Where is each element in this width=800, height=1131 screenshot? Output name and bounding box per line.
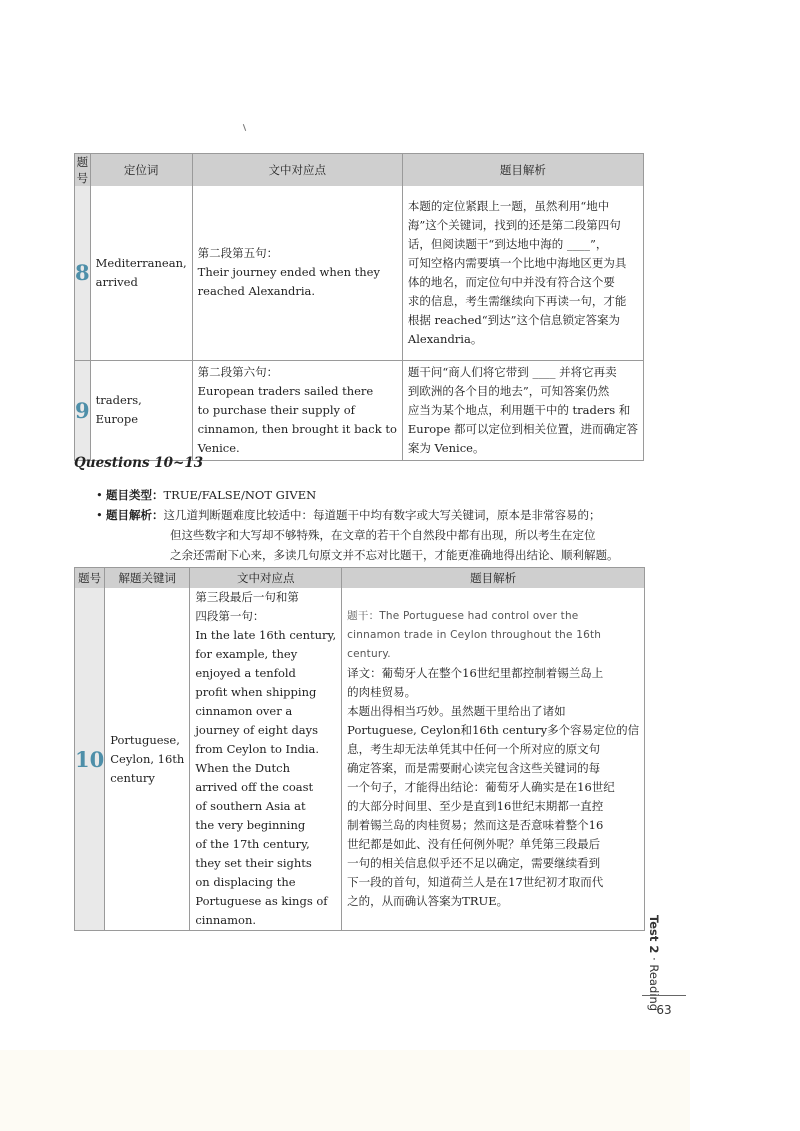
match-line: 第二段第五句： — [197, 246, 279, 261]
analysis-line: 息，考生却无法单凭其中任何一个所对应的原文句 — [347, 742, 601, 756]
question-number: 8 — [75, 186, 91, 360]
locator-words — [90, 186, 192, 360]
match-line: Portuguese as kings of — [195, 894, 328, 908]
question-stem-line: 题干：The Portuguese had control over the — [347, 610, 579, 622]
keyword-line: Europe — [95, 412, 139, 426]
analysis-line: 之的，从而确认答案为TRUE。 — [347, 894, 509, 908]
match-line: cinnamon over a — [195, 704, 293, 718]
page-bottom-tint — [0, 1050, 690, 1131]
header-analysis: 题目解析 — [402, 154, 643, 187]
section-label-text — [647, 915, 661, 1011]
analysis-line: 到欧洲的各个目的地去”，可知答案仍然 — [407, 383, 610, 398]
match-line: European traders sailed there — [197, 383, 374, 398]
analysis-line: 一句的相关信息似乎还不足以确定，需要继续看到 — [347, 856, 601, 870]
questions-heading: Questions 10~13 — [74, 455, 204, 471]
analysis-line: 应当为某个地点，利用题干中的 traders 和 — [407, 402, 631, 417]
answer-table-2 — [74, 567, 645, 931]
locator-words — [90, 360, 192, 460]
header-question-number: 题号 — [75, 568, 105, 589]
analysis-line: 一个句子，才能得出结论：葡萄牙人确实是在16世纪 — [347, 780, 615, 794]
stray-mark — [243, 124, 246, 131]
reading-label: Reading — [647, 964, 661, 1012]
match-line: When the Dutch — [195, 761, 291, 775]
header-text-match: 文中对应点 — [190, 568, 342, 589]
analysis-label: 题目解析： — [106, 508, 164, 522]
match-line: In the late 16th century, — [195, 628, 337, 642]
match-line: 第三段最后一句和第 — [195, 590, 299, 604]
match-line: reached Alexandria. — [197, 284, 316, 299]
match-line: 第二段第六句： — [197, 364, 279, 379]
keyword-line: arrived — [95, 274, 138, 289]
match-line: enjoyed a tenfold — [195, 666, 296, 680]
question-type-notes — [96, 485, 619, 565]
page-number-rule — [642, 995, 686, 996]
section-side-label — [642, 914, 666, 1012]
match-line: cinnamon, then brought it back to — [197, 421, 397, 436]
table-row — [75, 588, 645, 931]
analysis-line: 案为 Venice。 — [407, 440, 485, 455]
analysis-line: 根据 reached“到达”这个信息锁定答案为 — [407, 312, 620, 327]
analysis — [342, 588, 645, 931]
analysis-text: 这几道判断题难度比较适中：每道题干中均有数字或大写关键词，原本是非常容易的； — [163, 508, 601, 522]
match-line: journey of eight days — [195, 723, 319, 737]
match-line: they set their sights — [195, 856, 312, 870]
analysis-line: 求的信息，考生需继续向下再读一句，才能 — [407, 293, 627, 308]
match-line: Venice. — [197, 440, 240, 455]
analysis-line: 下一段的首句，知道荷兰人是在17世纪初才取而代 — [347, 875, 604, 889]
analysis-text: 之余还需耐下心来，多读几句原文并不忘对比题干，才能更准确地得出结论、顺利解题。 — [170, 548, 619, 562]
type-value: TRUE/FALSE/NOT GIVEN — [163, 488, 317, 502]
bullet-analysis — [96, 505, 619, 525]
question-stem-line: century. — [347, 648, 391, 660]
analysis-text: 但这些数字和大写却不够特殊，在文章的若干个自然段中都有出现，所以考生在定位 — [170, 528, 596, 542]
analysis-line: 本题的定位紧跟上一题，虽然利用“地中 — [407, 198, 610, 213]
analysis-line: 世纪都是如此、没有任何例外呢？单凭第三段最后 — [347, 837, 601, 851]
label-separator: · — [647, 957, 661, 961]
analysis — [402, 360, 643, 460]
match-line: arrived off the coast — [195, 780, 314, 794]
analysis-line: Alexandria。 — [407, 331, 483, 346]
keyword-line: century — [110, 770, 155, 785]
analysis-line: 本题出得相当巧妙。虽然题干里给出了诸如 — [347, 704, 566, 718]
header-key-words: 解题关键词 — [105, 568, 190, 589]
translation-line: 的肉桂贸易。 — [347, 685, 417, 699]
analysis-line: 海”这个关键词，找到的还是第二段第四句 — [407, 217, 621, 232]
table-row — [75, 360, 644, 460]
keyword-line: Portuguese, — [110, 732, 180, 747]
match-line: from Ceylon to India. — [195, 742, 320, 756]
key-words — [105, 588, 190, 931]
test-label: Test 2 — [647, 914, 661, 954]
analysis-line: 确定答案，而是需要耐心读完包含这些关键词的每 — [347, 761, 601, 775]
match-line: of the 17th century, — [195, 837, 310, 851]
keyword-line: Mediterranean, — [95, 255, 187, 270]
table-header-row — [75, 154, 644, 187]
match-line: for example, they — [195, 647, 298, 661]
header-analysis: 题目解析 — [342, 568, 645, 589]
question-stem-line: cinnamon trade in Ceylon throughout the 16th — [347, 629, 602, 641]
type-label: 题目类型： — [106, 488, 164, 502]
answer-table-1 — [74, 153, 644, 461]
page-number: 63 — [656, 1003, 672, 1017]
analysis-line: 话，但阅读题干“到达地中海的 ____”， — [407, 236, 608, 251]
analysis-line: Portuguese, Ceylon和16th century多个容易定位的信 — [347, 723, 640, 737]
match-line: to purchase their supply of — [197, 402, 355, 417]
keyword-line: Ceylon, 16th — [110, 751, 185, 766]
analysis-line: 制着锡兰岛的肉桂贸易；然而这是否意味着整个16 — [347, 818, 604, 832]
question-number: 9 — [75, 360, 91, 460]
translation-line: 译文：葡萄牙人在整个16世纪里都控制着锡兰岛上 — [347, 666, 604, 680]
header-text-match: 文中对应点 — [192, 154, 402, 187]
text-match — [192, 360, 402, 460]
analysis-line: 体的地名，而定位句中并没有符合这个要 — [407, 274, 615, 289]
match-line: cinnamon. — [195, 913, 257, 927]
bullet-dot-icon: • — [96, 508, 103, 522]
bullet-type — [96, 485, 619, 505]
match-line: on displacing the — [195, 875, 296, 889]
match-line: of southern Asia at — [195, 799, 306, 813]
keyword-line: traders, — [95, 393, 142, 407]
header-question-number: 题号 — [75, 154, 91, 187]
match-line: profit when shipping — [195, 685, 317, 699]
analysis — [402, 186, 643, 360]
text-match — [190, 588, 342, 931]
analysis-line: 题干问“商人们将它带到 ____ 并将它再卖 — [407, 364, 617, 379]
analysis-line: 的大部分时间里、至少是直到16世纪末期都一直控 — [347, 799, 604, 813]
table-row — [75, 186, 644, 360]
bullet-dot-icon: • — [96, 488, 103, 502]
match-line: Their journey ended when they — [197, 265, 380, 280]
match-line: 四段第一句： — [195, 609, 265, 623]
analysis-line: Europe 都可以定位到相关位置，进而确定答 — [407, 421, 638, 436]
match-line: the very beginning — [195, 818, 306, 832]
table-header-row — [75, 568, 645, 589]
question-number: 10 — [75, 588, 105, 931]
text-match — [192, 186, 402, 360]
header-locator-words: 定位词 — [90, 154, 192, 187]
analysis-line: 可知空格内需要填一个比地中海地区更为具 — [407, 255, 627, 270]
